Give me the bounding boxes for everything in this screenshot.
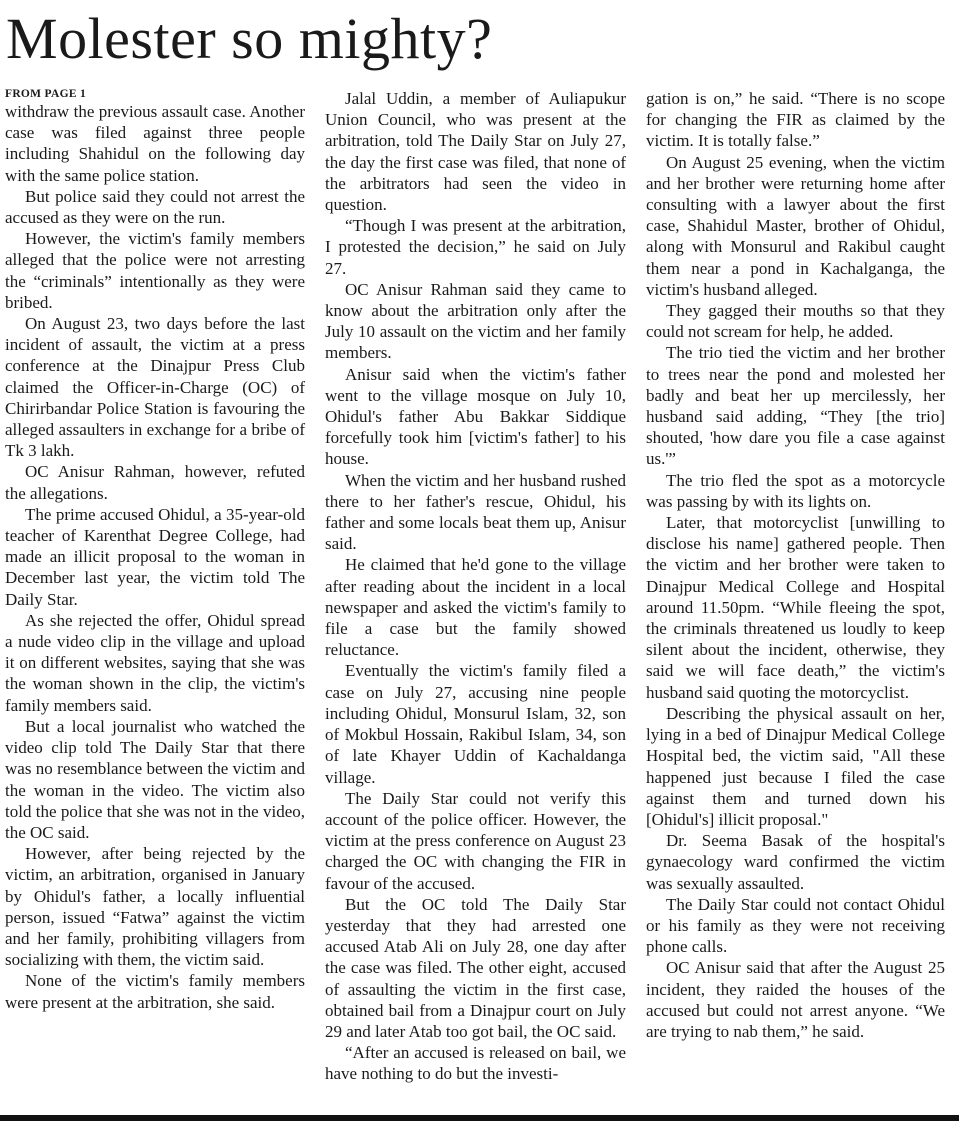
paragraph: Later, that motorcyclist [unwilling to disclose his name] gathered people. Then the victim and her brother were taken to Dinajpur Medical College and Hospital around 11.50pm. “While fleeing the spot, the criminals threatened us loudly to keep silent about the incident, otherwise, they said we will face death,” the victim's husband said quoting the motorcyclist. (646, 513, 945, 702)
paragraph: However, after being rejected by the victim, an arbitration, organised in January by Ohidul's father, a locally influential person, issued “Fatwa” against the victim and her family, prohibiting villagers from socializing with them, the victim said. (5, 844, 305, 970)
paragraph: But the OC told The Daily Star yesterday that they had arrested one accused Atab Ali on July 28, one day after the case was filed. The other eight, accused of assaulting the victim in the first case, obtained bail from a Dinajpur court on July 29 and later Atab too got bail, the OC said. (325, 894, 626, 1041)
paragraph: gation is on,” he said. “There is no scope for changing the FIR as claimed by the victim. It is totally false.” (646, 89, 945, 151)
paragraph: None of the victim's family members were present at the arbitration, she said. (5, 971, 305, 1012)
paragraph: On August 23, two days before the last incident of assault, the victim at a press conference at the Dinajpur Press Club claimed the Officer-in-Charge (OC) of Chirirbandar Police Station is favouring the alleged assaulters in exchange for a bribe of Tk 3 lakh. (5, 314, 305, 461)
article-column-1 (5, 88, 305, 1013)
jump-line: FROM PAGE 1 (5, 88, 87, 100)
paragraph: But police said they could not arrest the accused as they were on the run. (5, 186, 305, 228)
paragraph: The trio fled the spot as a motorcycle was passing by with its lights on. (646, 470, 945, 511)
paragraph: As she rejected the offer, Ohidul spread a nude video clip in the village and upload it on different websites, saying that she was the woman shown in the clip, the victim's family members said. (5, 610, 305, 715)
paragraph: OC Anisur said that after the August 25 incident, they raided the houses of the accused but could not arrest anyone. “We are trying to nab them,” he said. (646, 958, 945, 1041)
article-column-2 (325, 88, 626, 1085)
paragraph: They gagged their mouths so that they could not scream for help, he added. (646, 301, 945, 342)
paragraph: The Daily Star could not contact Ohidul or his family as they were not receiving phone calls. (646, 894, 945, 957)
paragraph: OC Anisur Rahman, however, refuted the allegations. (5, 462, 305, 503)
article-column-3 (646, 88, 945, 1042)
paragraph: withdraw the previous assault case. Another case was filed against three people including Shahidul on the following day with the same police station. (5, 102, 305, 185)
paragraph: However, the victim's family members alleged that the police were not arresting the “criminals” intentionally as they were bribed. (5, 229, 305, 312)
headline: Molester so mighty? (6, 6, 493, 71)
bottom-rule (0, 1115, 959, 1121)
paragraph: Eventually the victim's family filed a case on July 27, accusing nine people including Ohidul, Monsurul Islam, 32, son of Mokbul Hossain, Rakibul Islam, 34, son of late Khayer Uddin of Kachaldanga village. (325, 661, 626, 787)
paragraph: Describing the physical assault on her, lying in a bed of Dinajpur Medical College Hospital bed, the victim said, "All these happened just because I filed the case against them and turned down his [Ohidul's] illicit proposal." (646, 703, 945, 829)
paragraph: The trio tied the victim and her brother to trees near the pond and molested her badly and beat her up mercilessly, her husband said adding, “They [the trio] shouted, 'how dare you file a case against us.'” (646, 343, 945, 469)
paragraph: Dr. Seema Basak of the hospital's gynaecology ward confirmed the victim was sexually assaulted. (646, 831, 945, 893)
paragraph: But a local journalist who watched the video clip told The Daily Star that there was no resemblance between the victim and the woman in the video. The victim also told the police that she was not in the video, the OC said. (5, 716, 305, 842)
paragraph: On August 25 evening, when the victim and her brother were returning home after consulting with a lawyer about the first case, Shahidul Master, brother of Ohidul, along with Monsurul and Rakibul caught them near a pond in Kachalganga, the victim's husband alleged. (646, 152, 945, 299)
paragraph: “Though I was present at the arbitration, I protested the decision,” he said on July 27. (325, 216, 626, 278)
paragraph: OC Anisur Rahman said they came to know about the arbitration only after the July 10 assault on the victim and her family members. (325, 279, 626, 363)
paragraph: The prime accused Ohidul, a 35-year-old teacher of Karenthat Degree College, had made an illicit proposal to the woman in December last year, the victim told The Daily Star. (5, 504, 305, 609)
paragraph: When the victim and her husband rushed there to her father's rescue, Ohidul, his father and some locals beat them up, Anisur said. (325, 470, 626, 554)
paragraph: The Daily Star could not verify this account of the police officer. However, the victim at the press conference on August 23 charged the OC with changing the FIR in favour of the accused. (325, 788, 626, 893)
paragraph: Jalal Uddin, a member of Auliapukur Union Council, who was present at the arbitration, told The Daily Star on July 27, the day the first case was filed, that none of the arbitrators had seen the video in question. (325, 89, 626, 215)
paragraph: Anisur said when the victim's father went to the village mosque on July 10, Ohidul's father Abu Bakkar Siddique forcefully took him [victim's father] to his house. (325, 364, 626, 469)
paragraph: He claimed that he'd gone to the village after reading about the incident in a local newspaper and asked the victim's family to file a case but the family showed reluctance. (325, 555, 626, 660)
paragraph: “After an accused is released on bail, we have nothing to do but the investi- (325, 1043, 626, 1084)
